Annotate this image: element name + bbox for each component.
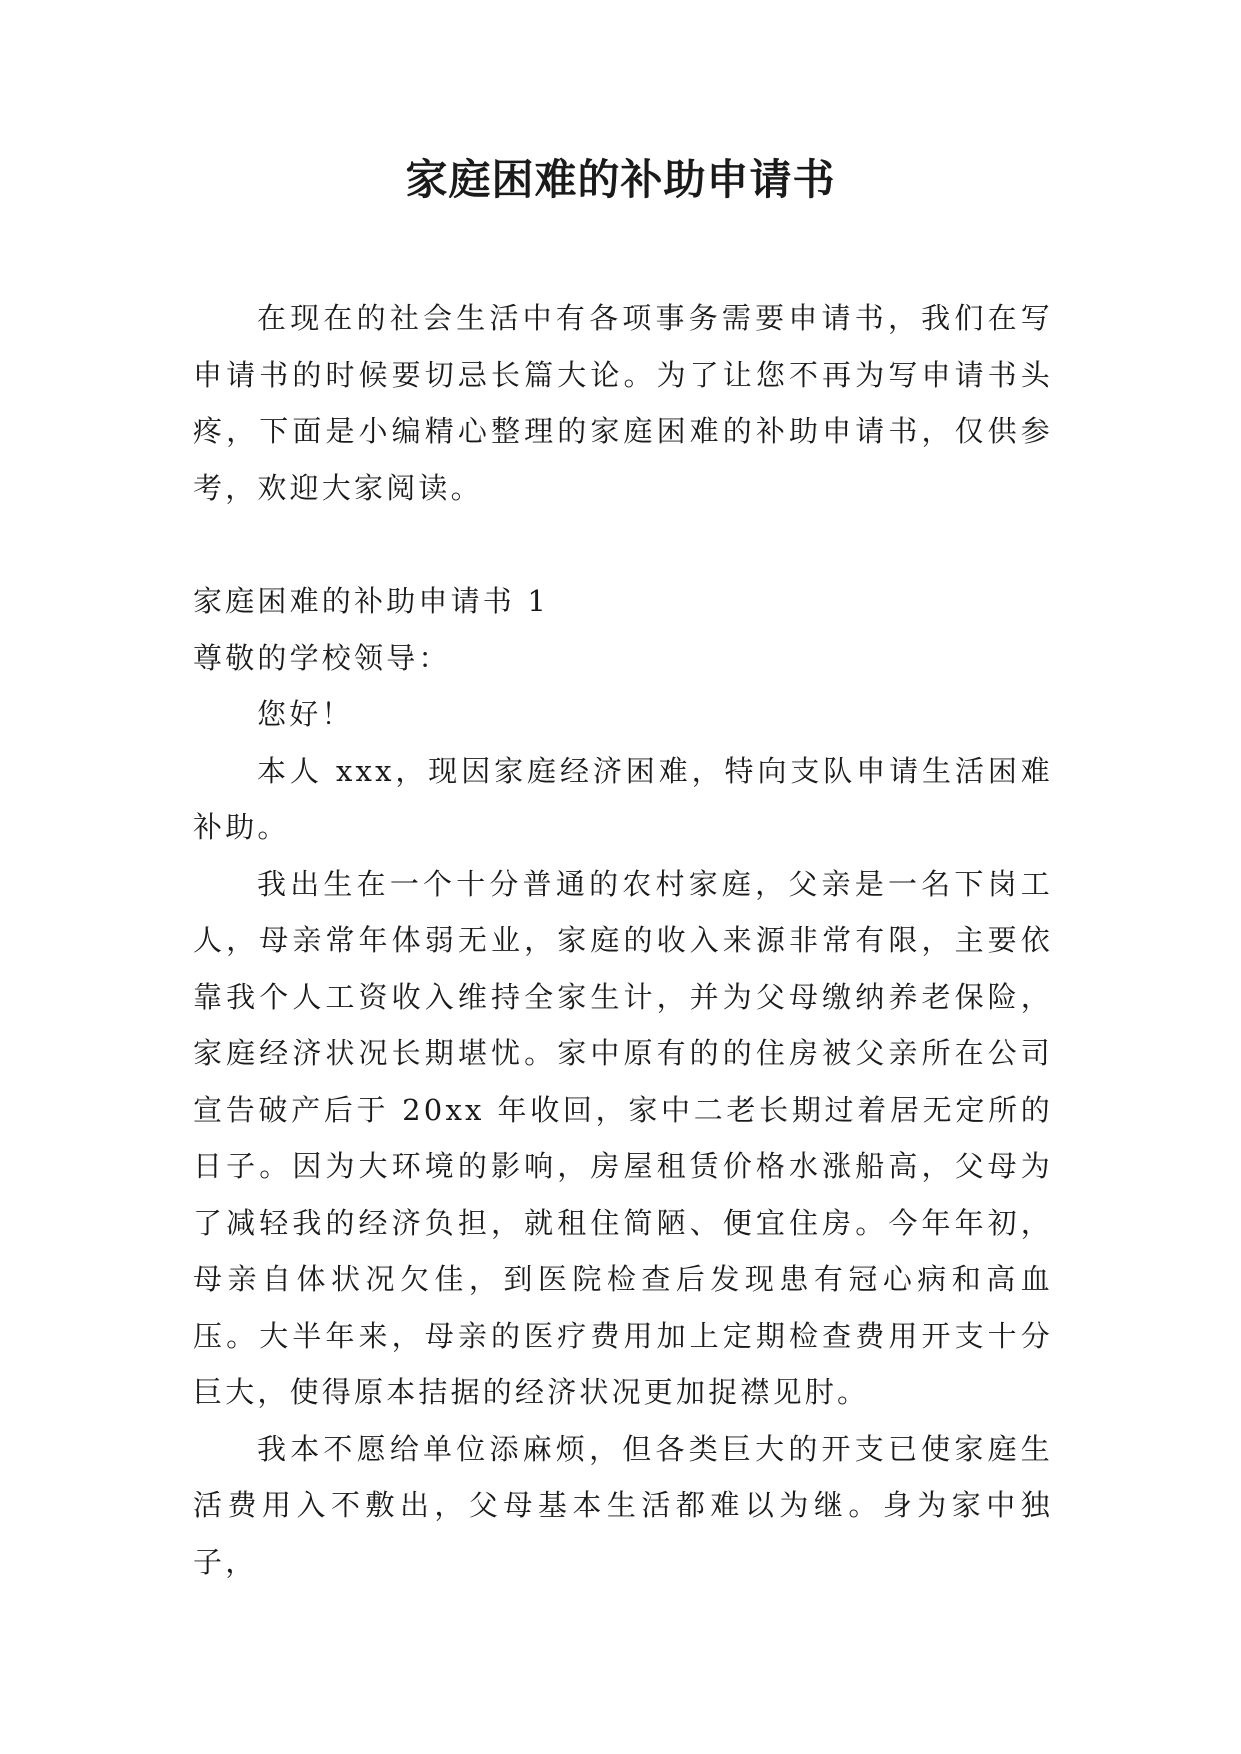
document-title: 家庭困难的补助申请书 [405,155,836,204]
body-paragraph: 本人 xxx，现因家庭经济困难，特向支队申请生活困难补助。 [193,753,1053,844]
greeting: 您好！ [257,697,354,731]
paragraph-spacer [193,516,1053,573]
body-paragraph: 我本不愿给单位添麻烦，但各类巨大的开支已使家庭生活费用入不敷出，父母基本生活都难以为继。身为家中独子， [193,1431,1053,1579]
intro-paragraph: 在现在的社会生活中有各项事务需要申请书，我们在写申请书的时候要切忌长篇大论。为了让您不再为写申请书头疼，下面是小编精心整理的家庭困难的补助申请书，仅供参考，欢迎大家阅读。 [193,301,1053,505]
document-body [193,290,1053,1590]
salutation: 尊敬的学校领导： [193,640,451,675]
section-heading: 家庭困难的补助申请书 1 [193,584,550,618]
body-paragraph: 我出生在一个十分普通的农村家庭，父亲是一名下岗工人，母亲常年体弱无业，家庭的收入来源非常有限，主要依靠我个人工资收入维持全家生计，并为父母缴纳养老保险，家庭经济状况长期堪忧。家中原有的的住房被父亲所在公司宣告破产后于 20xx 年收回，家中二老长期过着居无定所的日子。因为大环境的影响，房屋租赁价格水涨船高，父母为了减轻我的经济负担，就租住简陋、便宜住房。今年年初，母亲自体状况欠佳，到医院检查后发现患有冠心病和高血压。大半年来，母亲的医疗费用加上定期检查费用开支十分巨大，使得原本拮据的经济状况更加捉襟见肘。 [193,866,1053,1409]
